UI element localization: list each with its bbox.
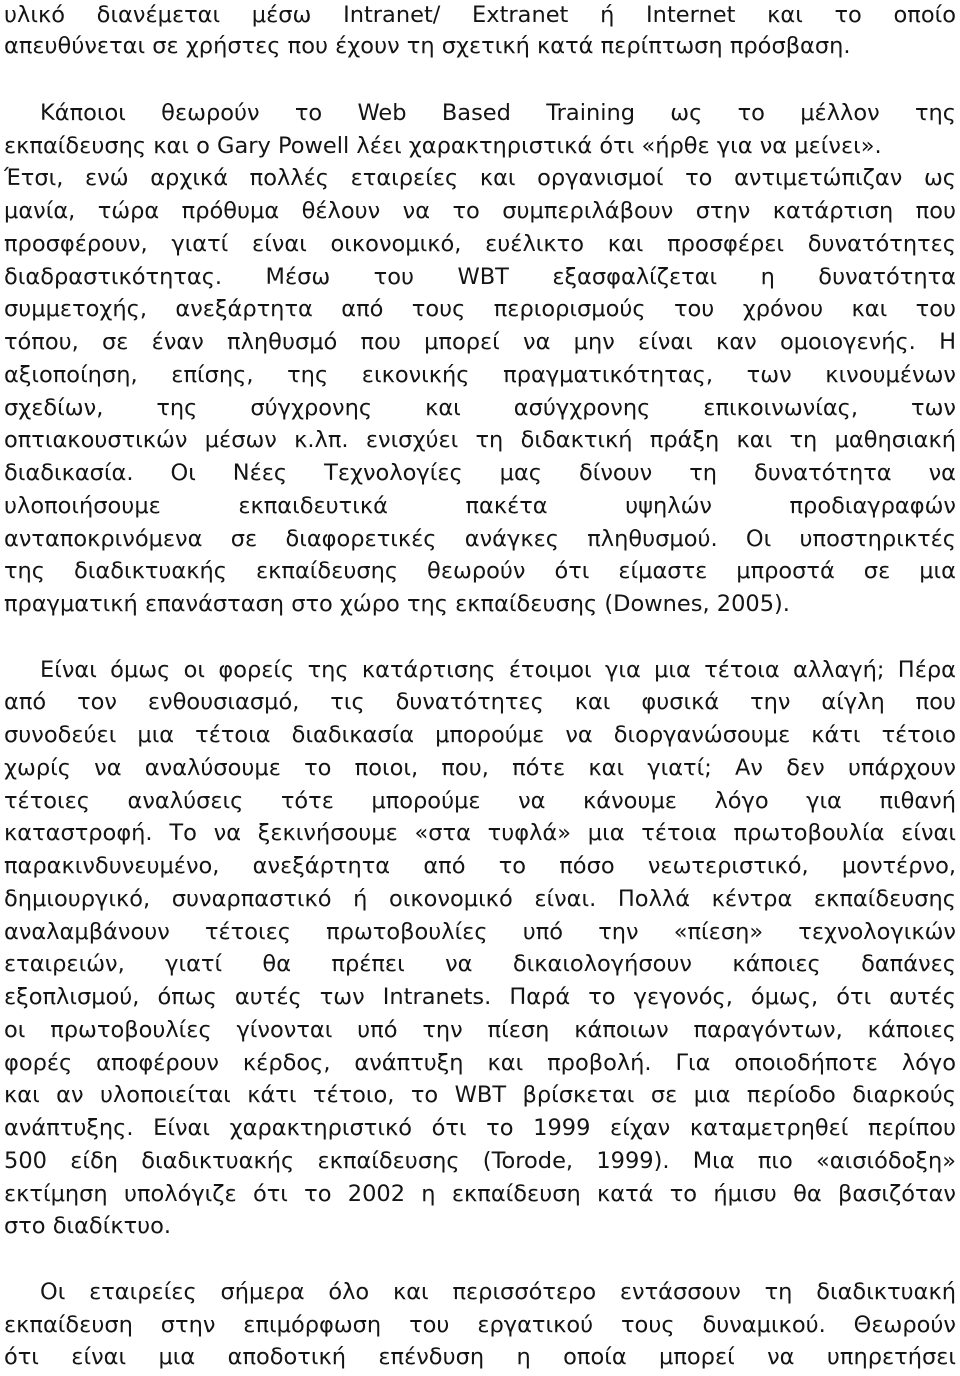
text-line: πραγματική επανάσταση στο χώρο της εκπαίδευσης (Downes, 2005). (4, 591, 790, 617)
text-line: στο διαδίκτυο. (4, 1213, 172, 1239)
text-line: απευθύνεται σε χρήστες που έχουν τη σχετική κατά περίπτωση πρόσβαση. (4, 33, 851, 59)
text-line: εξοπλισμού, όπως αυτές των Intranets. Παρά το γεγονός, όμως, ότι αυτές (4, 984, 956, 1010)
text-line: σχεδίων, της σύγχρονης και ασύγχρονης επικοινωνίας, των (4, 395, 956, 421)
text-line: της διαδικτυακής εκπαίδευσης θεωρούν ότι είμαστε μπροστά σε μια (4, 558, 956, 584)
text-line: από τον ενθουσιασμό, τις δυνατότητες και φυσικά την αίγλη που (4, 689, 956, 715)
text-line: Έτσι, ενώ αρχικά πολλές εταιρείες και οργανισμοί το αντιμετώπιζαν ως (4, 165, 956, 191)
text-line: καταστροφή. Το να ξεκινήσουμε «στα τυφλά» μια τέτοια πρωτοβουλία είναι (4, 820, 956, 846)
text-line: Οι εταιρείες σήμερα όλο και περισσότερο εντάσσουν τη διαδικτυακή (40, 1279, 956, 1305)
text-line: εταιρειών, γιατί θα πρέπει να δικαιολογήσουν κάποιες δαπάνες (4, 951, 956, 977)
text-line: μανία, τώρα πρόθυμα θέλουν να το συμπεριλάβουν στην κατάρτιση που (4, 198, 956, 224)
text-line: αξιοποίηση, επίσης, της εικονικής πραγματικότητας, των κινουμένων (4, 362, 956, 388)
text-line: εκπαίδευση στην επιμόρφωση του εργατικού τους δυναμικού. Θεωρούν (4, 1312, 956, 1338)
text-line: εκτίμηση υπολόγιζε ότι το 2002 η εκπαίδευση κατά το ήμισυ θα βασιζόταν (4, 1181, 956, 1207)
text-line: χωρίς να αναλύσουμε το ποιοι, που, πότε και γιατί; Αν δεν υπάρχουν (4, 755, 956, 781)
text-line: ανάπτυξης. Είναι χαρακτηριστικό ότι το 1999 είχαν καταμετρηθεί περίπου (4, 1115, 956, 1141)
text-line: φορές αποφέρουν κέρδος, ανάπτυξη και προβολή. Για οποιοδήποτε λόγο (4, 1050, 956, 1076)
text-line: οπτιακουστικών μέσων κ.λπ. ενισχύει τη διδακτική πράξη και τη μαθησιακή (4, 427, 956, 453)
text-line: Κάποιοι θεωρούν το Web Based Training ως το μέλλον της (40, 100, 956, 126)
text-line: παρακινδυνευμένο, ανεξάρτητα από το πόσο νεωτεριστικό, μοντέρνο, (4, 853, 956, 879)
text-line: τόπου, σε έναν πληθυσμό που μπορεί να μην είναι καν ομοιογενής. Η (4, 329, 956, 355)
text-line: εκπαίδευσης και ο Gary Powell λέει χαρακτηριστικά ότι «ήρθε για να μείνει». (4, 133, 882, 159)
text-line: συμμετοχής, ανεξάρτητα από τους περιορισμούς του χρόνου και του (4, 296, 956, 322)
text-line: και αν υλοποιείται κάτι τέτοιο, το WBT βρίσκεται σε μια περίοδο διαρκούς (4, 1082, 956, 1108)
text-line: 500 είδη διαδικτυακής εκπαίδευσης (Torode, 1999). Μια πιο «αισιόδοξη» (4, 1148, 956, 1174)
text-line: ανταποκρινόμενα σε διαφορετικές ανάγκες πληθυσμού. Οι υποστηρικτές (4, 526, 956, 552)
text-line: οι πρωτοβουλίες γίνονται υπό την πίεση κάποιων παραγόντων, κάποιες (4, 1017, 956, 1043)
text-line: ότι είναι μια αποδοτική επένδυση η οποία μπορεί να υπηρετήσει (4, 1344, 956, 1370)
text-line: υλοποιήσουμε εκπαιδευτικά πακέτα υψηλών προδιαγραφών (4, 493, 956, 519)
text-line: αναλαμβάνουν τέτοιες πρωτοβουλίες υπό την «πίεση» τεχνολογικών (4, 919, 956, 945)
text-line: προσφέρουν, γιατί είναι οικονομικό, ευέλικτο και προσφέρει δυνατότητες (4, 231, 956, 257)
text-line: συνοδεύει μια τέτοια διαδικασία μπορούμε να διοργανώσουμε κάτι τέτοιο (4, 722, 956, 748)
text-line: διαδικασία. Οι Νέες Τεχνολογίες μας δίνουν τη δυνατότητα να (4, 460, 956, 486)
text-line: διαδραστικότητας. Μέσω του WBT εξασφαλίζεται η δυνατότητα (4, 264, 956, 290)
text-line: υλικό διανέμεται μέσω Intranet/ Extranet ή Internet και το οποίο (4, 2, 956, 28)
text-line: τέτοιες αναλύσεις τότε μπορούμε να κάνουμε λόγο για πιθανή (4, 788, 956, 814)
text-line: Είναι όμως οι φορείς της κατάρτισης έτοιμοι για μια τέτοια αλλαγή; Πέρα (40, 657, 956, 683)
text-line: δημιουργικό, συναρπαστικό ή οικονομικό είναι. Πολλά κέντρα εκπαίδευσης (4, 886, 956, 912)
